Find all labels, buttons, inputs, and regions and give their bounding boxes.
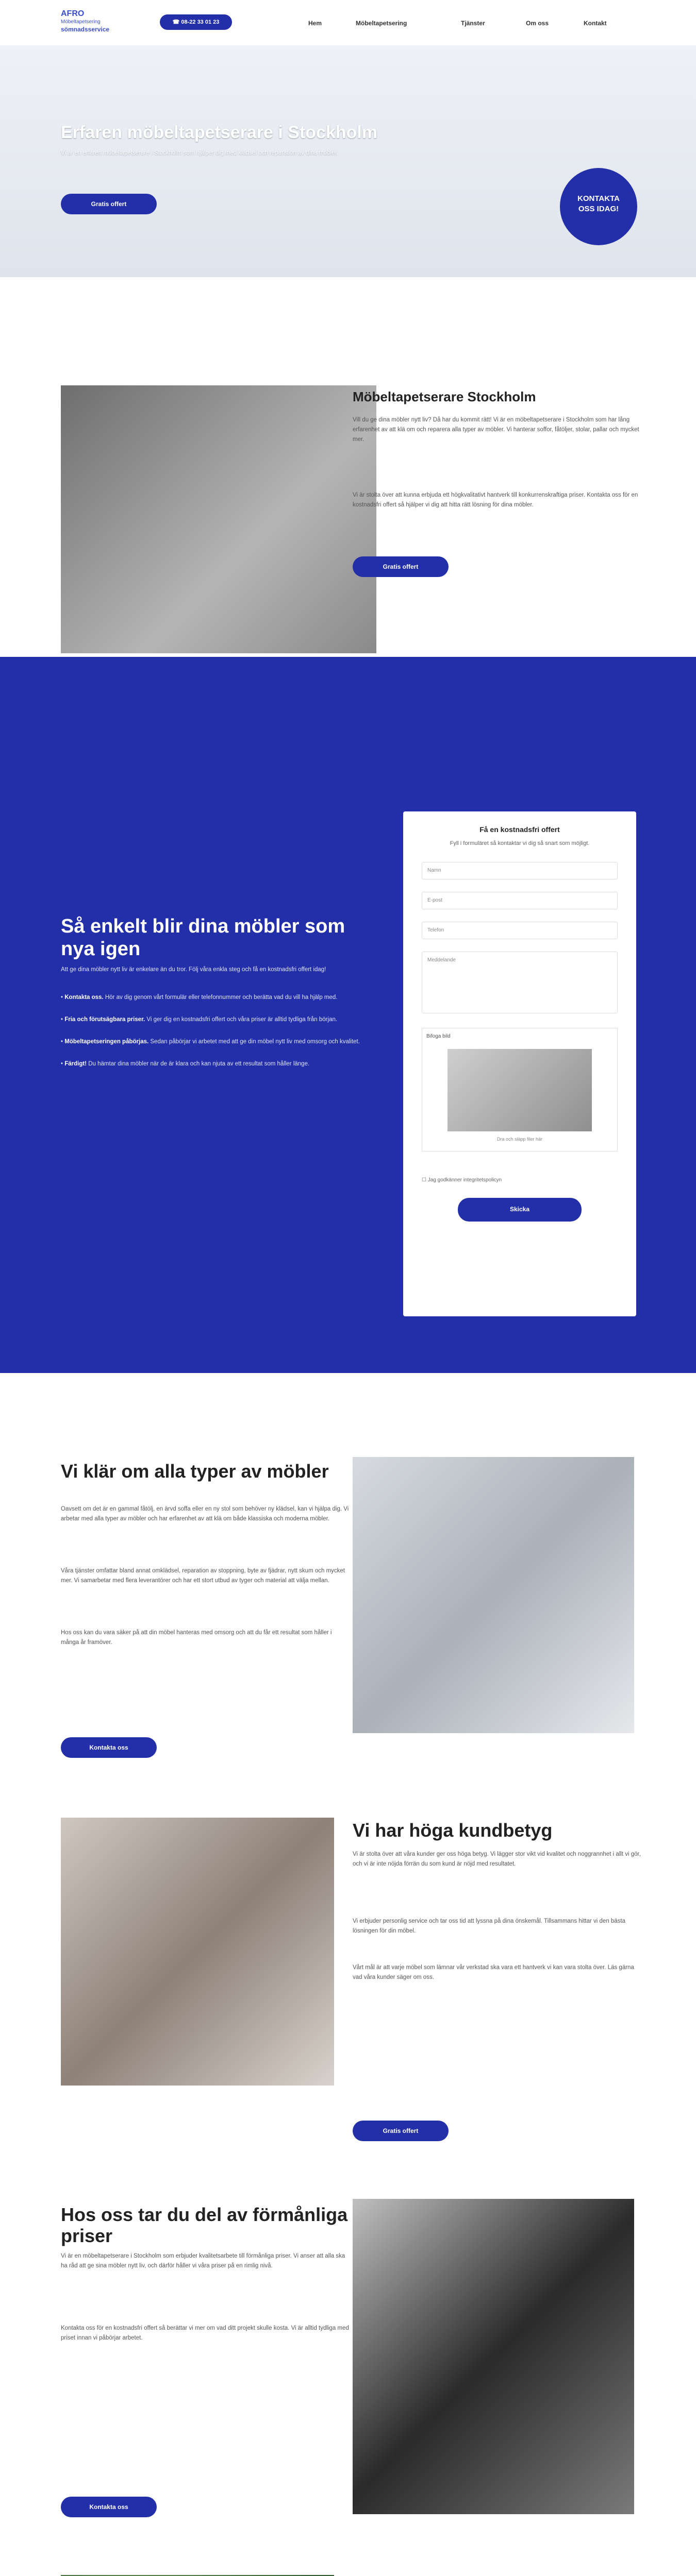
hero-subtitle: Vi är en erfaren möbeltapetserare i Stockholm som hjälper dig med klädsel och reparation av dina möbler.	[61, 150, 339, 156]
offer-upload-label: Bifoga bild	[426, 1033, 451, 1039]
offer-email-field[interactable]: E-post	[422, 892, 618, 909]
nav-mobeltapetsering[interactable]: Möbeltapetsering	[356, 20, 407, 27]
offer-upload-hint: Dra och släpp filer här	[496, 1136, 543, 1142]
logo-bottom: Möbeltapetsering	[61, 19, 101, 25]
all-types-title: Vi klär om alla typer av möbler	[61, 1461, 329, 1482]
intro-paragraph-1: Vill du ge dina möbler nytt liv? Då har du kommit rätt! Vi är en möbeltapetserare i Stockholm som har lång erfarenhet av att klä om och reparera alla typer av möbler. Vi hanterar soffor, fåtöljer, stolar, pallar och mycket mer.	[353, 417, 639, 443]
offer-consent[interactable]: ☐ Jag godkänner integritetspolicyn	[422, 1177, 502, 1183]
offer-message-field[interactable]: Meddelande	[422, 952, 618, 1013]
intro-cta-button[interactable]: Gratis offert	[353, 556, 449, 577]
offer-intro: Att ge dina möbler nytt liv är enkelare än du tror. Följ våra enkla steg och få en kostnadsfri offert idag!	[61, 967, 326, 973]
quality-cta-button[interactable]: Gratis offert	[353, 2121, 449, 2141]
nav-kontakt[interactable]: Kontakt	[584, 20, 607, 27]
offer-step: • Fria och förutsägbara priser. Vi ger dig en kostnadsfri offert och våra priser är alltid tydliga från början.	[61, 1016, 338, 1023]
prices-p1: Vi är en möbeltapetserare i Stockholm som erbjuder kvalitetsarbete till förmånliga priser. Vi anser att alla ska ha råd att ge sina möbler nytt liv, och därför håller vi våra priser på en rimlig nivå.	[61, 2253, 345, 2269]
all-types-photo	[353, 1457, 634, 1733]
hero-cta-button[interactable]: Gratis offert	[61, 194, 157, 214]
nav-hem[interactable]: Hem	[308, 20, 322, 27]
offer-steps	[61, 993, 380, 1081]
quality-p1: Vi är stolta över att våra kunder ger oss höga betyg. Vi lägger stor vikt vid kvalitet och noggrannhet i allt vi gör, och vi är inte nöjda förrän du som kund är nöjd med resultatet.	[353, 1851, 641, 1867]
contact-badge[interactable]: KONTAKTA OSS IDAG!	[560, 168, 637, 245]
phone-button[interactable]: ☎ 08-22 33 01 23	[160, 14, 232, 30]
intro-photo	[61, 385, 376, 653]
quality-p3: Vårt mål är att varje möbel som lämnar vår verkstad ska vara ett hantverk vi kan vara stolta över. Läs gärna vad våra kunder säger om oss.	[353, 1964, 634, 1980]
offer-name-field[interactable]: Namn	[422, 862, 618, 879]
hero-title: Erfaren möbeltapetserare i Stockholm	[61, 123, 378, 142]
nav-om-oss[interactable]: Om oss	[526, 20, 549, 27]
prices-title: Hos oss tar du del av förmånliga priser	[61, 2204, 348, 2247]
phone-icon: ☎	[172, 19, 181, 25]
logo-sub: sömnadsservice	[61, 26, 110, 33]
all-types-p3: Hos oss kan du vara säker på att din möbel hanteras med omsorg och att du får ett resultat som håller i många år framöver.	[61, 1630, 332, 1646]
intro-paragraph-2: Vi är stolta över att kunna erbjuda ett högkvalitativt hantverk till konkurrenskraftiga priser. Kontakta oss för en kostnadsfri offert så hjälper vi dig att hitta rätt lösning för dina möbler.	[353, 492, 638, 508]
intro-title: Möbeltapetserare Stockholm	[353, 389, 536, 404]
offer-upload-area[interactable]	[422, 1028, 618, 1151]
all-types-p2: Våra tjänster omfattar bland annat omklädsel, reparation av stoppning, byte av fjädrar, nytt skum och mycket mer. Vi samarbetar med flera leverantörer och har ett stort utbud av tyger och material att välja mellan.	[61, 1568, 345, 1584]
quality-p2: Vi erbjuder personlig service och tar oss tid att lyssna på dina önskemål. Tillsammans hittar vi den bästa lösningen för din möbel.	[353, 1918, 626, 1934]
offer-step: • Möbeltapetseringen påbörjas. Sedan påbörjar vi arbetet med att ge din möbel nytt liv med omsorg och kvalitet.	[61, 1038, 360, 1045]
nav-tjanster[interactable]: Tjänster	[461, 20, 485, 27]
prices-photo	[353, 2199, 634, 2514]
offer-form-title: Få en kostnadsfri offert	[479, 825, 560, 834]
offer-title: Så enkelt blir dina möbler som nya igen	[61, 916, 345, 960]
offer-phone-field[interactable]: Telefon	[422, 922, 618, 939]
offer-step: • Färdigt! Du hämtar dina möbler när de är klara och kan njuta av ett resultat som håller länge.	[61, 1060, 310, 1067]
all-types-cta-button[interactable]: Kontakta oss	[61, 1737, 157, 1758]
offer-upload-preview	[448, 1049, 592, 1131]
site-header	[0, 0, 696, 45]
quality-photo	[61, 1818, 334, 2086]
offer-form-subtitle: Fyll i formuläret så kontaktar vi dig så snart som möjligt.	[450, 840, 590, 847]
checkbox-icon[interactable]: ☐	[422, 1177, 428, 1183]
logo-top: AFRO	[61, 9, 85, 18]
quality-title: Vi har höga kundbetyg	[353, 1820, 553, 1841]
offer-form-card	[403, 811, 636, 1316]
logo[interactable]	[61, 9, 123, 38]
all-types-p1: Oavsett om det är en gammal fåtölj, en ärvd soffa eller en ny stol som behöver ny klädsel, kan vi hjälpa dig. Vi arbetar med alla typer av möbler och har erfarenhet av att klä om både klassiska och moderna möbler.	[61, 1506, 349, 1522]
offer-submit-button[interactable]: Skicka	[458, 1198, 582, 1222]
prices-cta-button[interactable]: Kontakta oss	[61, 2497, 157, 2517]
prices-p2: Kontakta oss för en kostnadsfri offert så berättar vi mer om vad ditt projekt skulle kosta. Vi är alltid tydliga med priset innan vi påbörjar arbetet.	[61, 2325, 349, 2341]
hero-section	[0, 45, 696, 277]
offer-section	[0, 657, 696, 1373]
offer-step: • Kontakta oss. Hör av dig genom vårt formulär eller telefonnummer och berätta vad du vill ha hjälp med.	[61, 994, 338, 1001]
